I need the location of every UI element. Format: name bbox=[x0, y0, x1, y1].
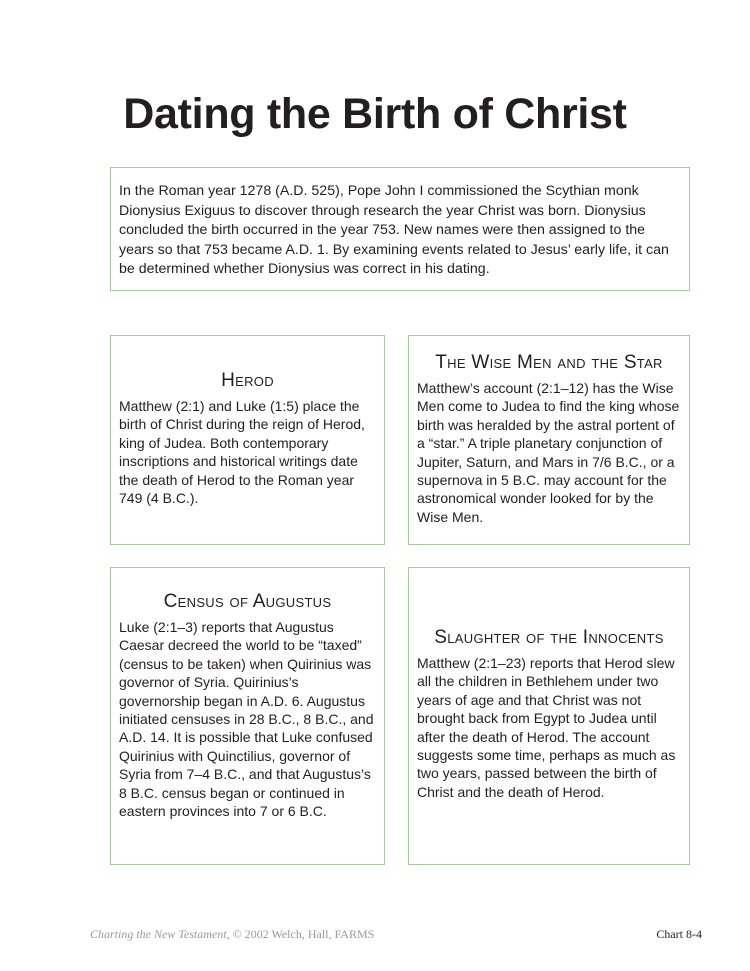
wise-men-text: Matthew’s account (2:1–12) has the Wise Men come to Judea to find the king whose birth was heralded by the astral portent of a “star.” A triple planetary conjunction of Jupiter, Saturn, and Mars in 7/6 B.C., or a supernova in 5 B.C. may account for the astronomical wonder looked for by the Wise Men. bbox=[417, 380, 680, 525]
footer-book-title: Charting the New Testament bbox=[90, 927, 227, 941]
herod-text: Matthew (2:1) and Luke (1:5) place the birth of Christ during the reign of Herod, king of Judea. Both contemporary inscriptions and historical writings date the death of Herod to the Roman year 749 (4 B.C.). bbox=[119, 398, 365, 507]
footer-credit bbox=[90, 927, 374, 942]
herod-heading: Herod bbox=[221, 370, 274, 391]
slaughter-text: Matthew (2:1–23) reports that Herod slew all the children in Bethlehem under two years of age and that Christ was not brought back from Egypt to Judea until after the death of Herod. The account suggests some time, perhaps as much as two years, passed between the birth of Christ and the death of Herod. bbox=[417, 655, 676, 800]
slaughter-heading: Slaughter of the Innocents bbox=[434, 627, 664, 648]
wise-men-heading: The Wise Men and the Star bbox=[435, 352, 663, 373]
census-box bbox=[110, 567, 385, 865]
chart-number: Chart 8-4 bbox=[656, 927, 702, 941]
census-heading: Census of Augustus bbox=[163, 591, 332, 612]
intro-box bbox=[110, 167, 690, 291]
wise-men-box bbox=[408, 335, 690, 545]
page-title: Dating the Birth of Christ bbox=[123, 90, 627, 138]
herod-box bbox=[110, 335, 385, 545]
intro-text: In the Roman year 1278 (A.D. 525), Pope John I commissioned the Scythian monk Dionysius Exiguus to discover through research the year Christ was born. Dionysius concluded the birth occurred in the year 753. New names were then assigned to the years so that 753 became A.D. 1. By examining events related to Jesus’ early life, it can be determined whether Dionysius was correct in his dating. bbox=[119, 183, 669, 277]
census-text: Luke (2:1–3) reports that Augustus Caesar decreed the world to be “taxed” (census to be taken) when Quirinius was governor of Syria. Quirinius’s governorship began in A.D. 6. Augustus initiated censuses in 28 B.C., 8 B.C., and A.D. 14. It is possible that Luke confused Quirinius with Quinctilius, governor of Syria from 7–4 B.C., and that Augustus’s 8 B.C. census began or continued in eastern provinces into 7 or 6 B.C. bbox=[119, 619, 374, 820]
footer-copyright: , © 2002 Welch, Hall, FARMS bbox=[226, 927, 375, 941]
slaughter-box bbox=[408, 567, 690, 865]
